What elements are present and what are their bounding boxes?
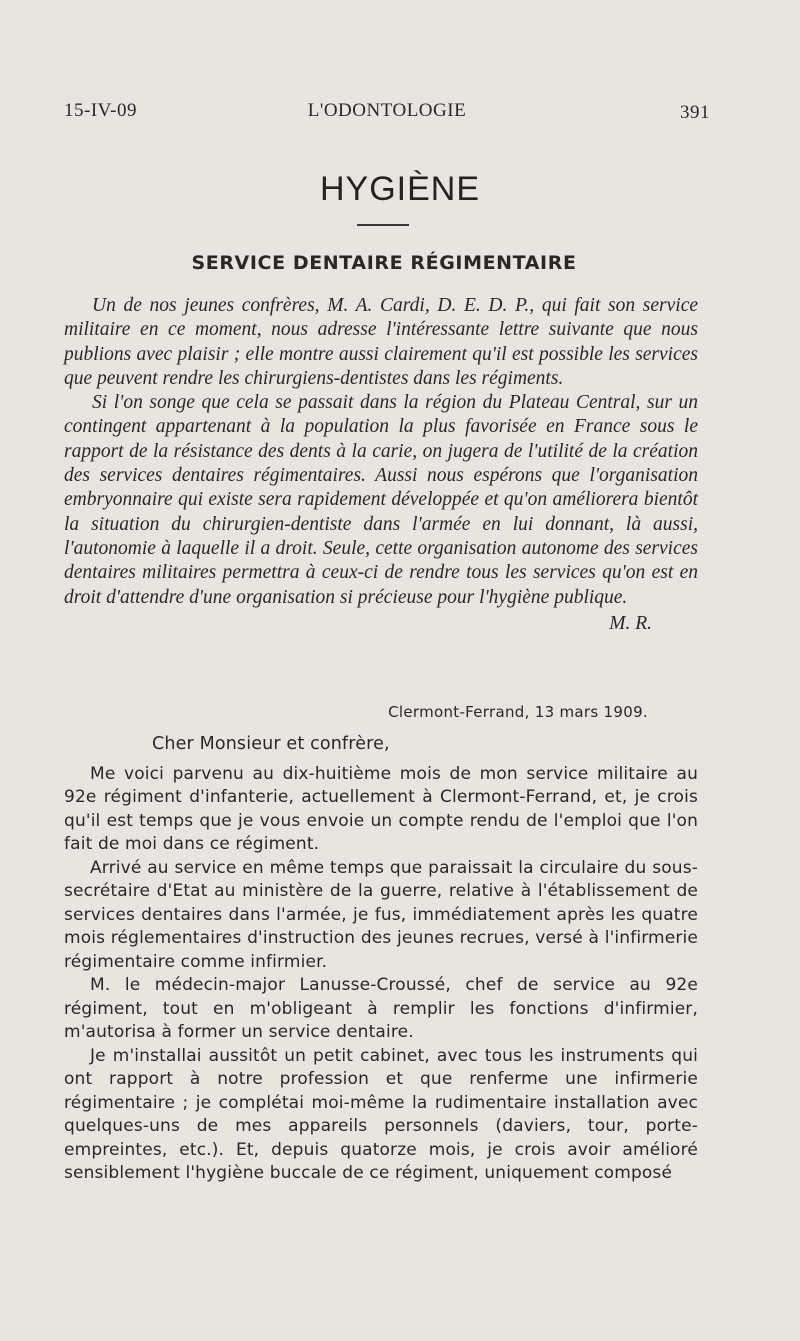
- letter-salutation: Cher Monsieur et confrère,: [152, 734, 390, 754]
- header-page-number: 391: [680, 102, 710, 123]
- article-title: SERVICE DENTAIRE RÉGIMENTAIRE: [191, 252, 577, 274]
- letter-paragraph: M. le médecin-major Lanusse-Croussé, chef de service au 92e régiment, tout en m'obligeant à remplir les fonctions d'infirmier, m'autorisa à former un service dentaire.: [64, 975, 698, 1042]
- letter-paragraph: Me voici parvenu au dix-huitième mois de mon service militaire au 92e régiment d'infanterie, actuellement à Clermont-Ferrand, et, je crois qu'il est temps que je vous envoie un compte rendu de l'emploi que l'on fait de moi dans ce régiment.: [64, 763, 698, 854]
- letter-body: [64, 733, 698, 1186]
- title-divider: [357, 224, 409, 226]
- editorial-introduction: [64, 294, 698, 636]
- letter-paragraph: Je m'installai aussitôt un petit cabinet, avec tous les instruments qui ont rapport à notre profession et que renferme une infirmerie régimentaire ; je complétai moi-même la rudimentaire installation avec quelques-uns de mes appareils personnels (daviers, tour, porte-empreintes, etc.). Et, depuis quatorze mois, je crois avoir amélioré sensiblement l'hygiène buccale de ce régiment, uniquement composé: [64, 1045, 698, 1183]
- running-header: [64, 100, 710, 126]
- letter-paragraph: Arrivé au service en même temps que paraissait la circulaire du sous-secrétaire d'Etat au ministère de la guerre, relative à l'établissement de services dentaires dans l'armée, je fus, immédiatement après les quatre mois réglementaires d'instruction des jeunes recrues, versé à l'infirmerie régimentaire comme infirmier.: [64, 857, 698, 972]
- intro-paragraph: Si l'on songe que cela se passait dans la région du Plateau Central, sur un contingent appartenant à la population la plus favorisée en France sous le rapport de la résistance des dents à la carie, on jugera de l'utilité de la création des services dentaires régimentaires. Aussi nous espérons que l'organisation embryonnaire qui existe sera rapidement développée et qu'on améliorera bientôt la situation du chirurgien-dentiste dans l'armée en lui donnant, là aussi, l'autonomie à laquelle il a droit. Seule, cette organisation autonome des services dentaires militaires permettra à ceux-ci de rendre tous les services qu'on est en droit d'attendre d'une organisation si précieuse pour l'hygiène publique.: [64, 392, 698, 608]
- header-date: 15-IV-09: [64, 100, 137, 121]
- header-journal-title: L'ODONTOLOGIE: [307, 100, 467, 121]
- intro-paragraph: Un de nos jeunes confrères, M. A. Cardi, D. E. D. P., qui fait son service militaire en ce moment, nous adresse l'intéressante lettre suivante que nous publions avec plaisir ; elle montre aussi clairement qu'il est possible les services que peuvent rendre les chirurgiens-dentistes dans les régiments.: [64, 295, 698, 389]
- letter-dateline: Clermont-Ferrand, 13 mars 1909.: [388, 703, 648, 721]
- intro-signature: M. R.: [609, 612, 652, 634]
- section-title: HYGIÈNE: [319, 170, 481, 208]
